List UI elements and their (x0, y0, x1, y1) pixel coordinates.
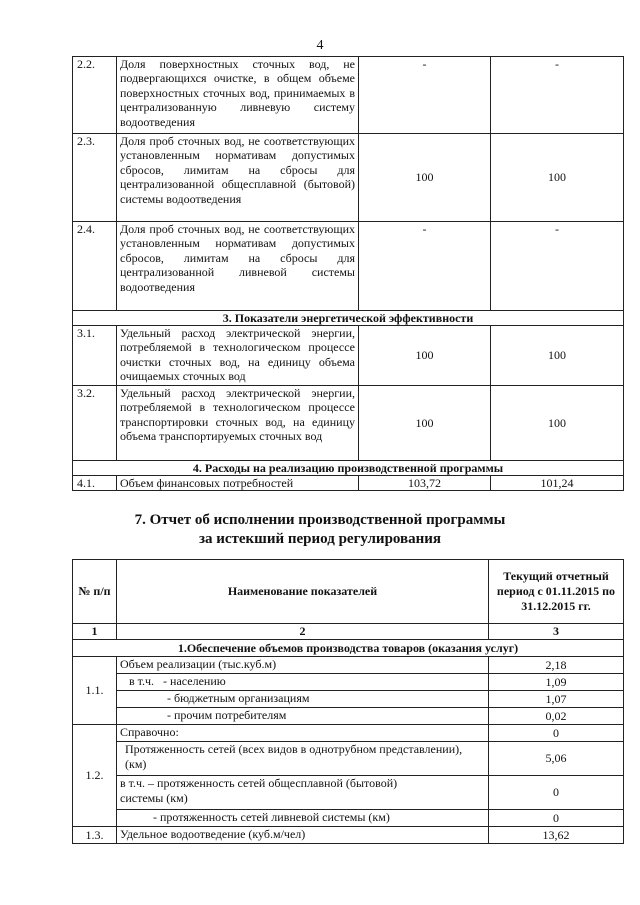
indicator-name: в т.ч. – протяженность сетей общесплавной (бытовой) системы (км) (117, 776, 489, 810)
row-number: 2.3. (73, 134, 117, 222)
column-index: 1 (73, 624, 117, 640)
value-fact: - (491, 222, 624, 311)
column-index-row (73, 624, 624, 640)
indicator-value: 13,62 (489, 827, 624, 844)
header-name: Наименование показателей (117, 560, 489, 624)
indicator-value: 1,09 (489, 674, 624, 691)
indicator-name: Удельное водоотведение (куб.м/чел) (117, 827, 489, 844)
indicator-name: Справочно: (117, 725, 489, 742)
indicator-name: Доля проб сточных вод, не соответствующих установленным нормативам допустимых сбросов, лимитам на сбросы для централизованной ливневой системы водоотведения (117, 222, 359, 311)
value-fact: 100 (491, 386, 624, 461)
table-row (73, 134, 624, 222)
header-row (73, 560, 624, 624)
column-index: 2 (117, 624, 489, 640)
table-row (73, 810, 624, 827)
indicators-table-continued (72, 56, 624, 491)
table-row (73, 776, 624, 810)
heading-line-1: 7. Отчет об исполнении производственной программы (134, 512, 506, 528)
table-row (73, 476, 624, 491)
indicator-name: Объем финансовых потребностей (117, 476, 359, 491)
indicator-name: - прочим потребителям (117, 708, 489, 725)
report-table (72, 559, 624, 844)
row-number: 1.1. (73, 657, 117, 725)
indicator-value: 2,18 (489, 657, 624, 674)
row-number: 3.2. (73, 386, 117, 461)
value-fact: 100 (491, 326, 624, 386)
table-row (73, 326, 624, 386)
indicator-name: Доля поверхностных сточных вод, не подвергающихся очистке, в общем объеме поверхностных сточных вод, принимаемых в централизованную ливневую систему водоотведения (117, 57, 359, 134)
indicator-name: Удельный расход электрической энергии, потребляемой в технологическом процессе очистки сточных вод, на единицу объема очищаемых сточных вод (117, 326, 359, 386)
indicator-name: Протяженность сетей (всех видов в однотрубном представлении), (км) (117, 742, 489, 776)
row-number: 2.2. (73, 57, 117, 134)
page-number: 4 (316, 38, 324, 53)
value-plan: 100 (359, 386, 491, 461)
section-row (73, 640, 624, 657)
header-period: Текущий отчетный период с 01.11.2015 по 31.12.2015 гг. (489, 560, 624, 624)
indicator-value: 0 (489, 725, 624, 742)
table-row (73, 222, 624, 311)
value-plan: - (359, 57, 491, 134)
indicator-name: - бюджетным организациям (117, 691, 489, 708)
row-number: 4.1. (73, 476, 117, 491)
column-index: 3 (489, 624, 624, 640)
table-row (73, 386, 624, 461)
row-number: 2.4. (73, 222, 117, 311)
header-number: № п/п (73, 560, 117, 624)
table-row (73, 742, 624, 776)
table-row (73, 827, 624, 844)
section-row (73, 461, 624, 476)
table-row (73, 57, 624, 134)
value-fact: 101,24 (491, 476, 624, 491)
table-row (73, 657, 624, 674)
table-row (73, 725, 624, 742)
value-plan: 100 (359, 326, 491, 386)
table-row (73, 674, 624, 691)
row-number: 1.3. (73, 827, 117, 844)
section-row (73, 311, 624, 326)
indicator-value: 1,07 (489, 691, 624, 708)
section-title: 3. Показатели энергетической эффективности (73, 311, 624, 326)
indicator-name: Объем реализации (тыс.куб.м) (117, 657, 489, 674)
value-plan: - (359, 222, 491, 311)
table-row (73, 691, 624, 708)
indicator-name: Удельный расход электрической энергии, потребляемой в технологическом процессе транспортировки сточных вод, на единицу объема транспортируемых сточных вод (117, 386, 359, 461)
indicator-value: 5,06 (489, 742, 624, 776)
indicator-value: 0 (489, 810, 624, 827)
indicator-name: Доля проб сточных вод, не соответствующих установленным нормативам допустимых сбросов, лимитам на сбросы для централизованной общесплавной (бытовой) системы водоотведения (117, 134, 359, 222)
indicator-value: 0 (489, 776, 624, 810)
value-fact: - (491, 57, 624, 134)
section-heading (0, 511, 640, 549)
section-title: 1.Обеспечение объемов производства товаров (оказания услуг) (73, 640, 624, 657)
indicator-name: в т.ч. - населению (117, 674, 489, 691)
table-row (73, 708, 624, 725)
indicator-name: - протяженность сетей ливневой системы (км) (117, 810, 489, 827)
value-fact: 100 (491, 134, 624, 222)
row-number: 3.1. (73, 326, 117, 386)
heading-line-2: за истекший период регулирования (198, 531, 442, 547)
row-number: 1.2. (73, 725, 117, 827)
value-plan: 100 (359, 134, 491, 222)
indicator-value: 0,02 (489, 708, 624, 725)
value-plan: 103,72 (359, 476, 491, 491)
section-title: 4. Расходы на реализацию производственной программы (73, 461, 624, 476)
